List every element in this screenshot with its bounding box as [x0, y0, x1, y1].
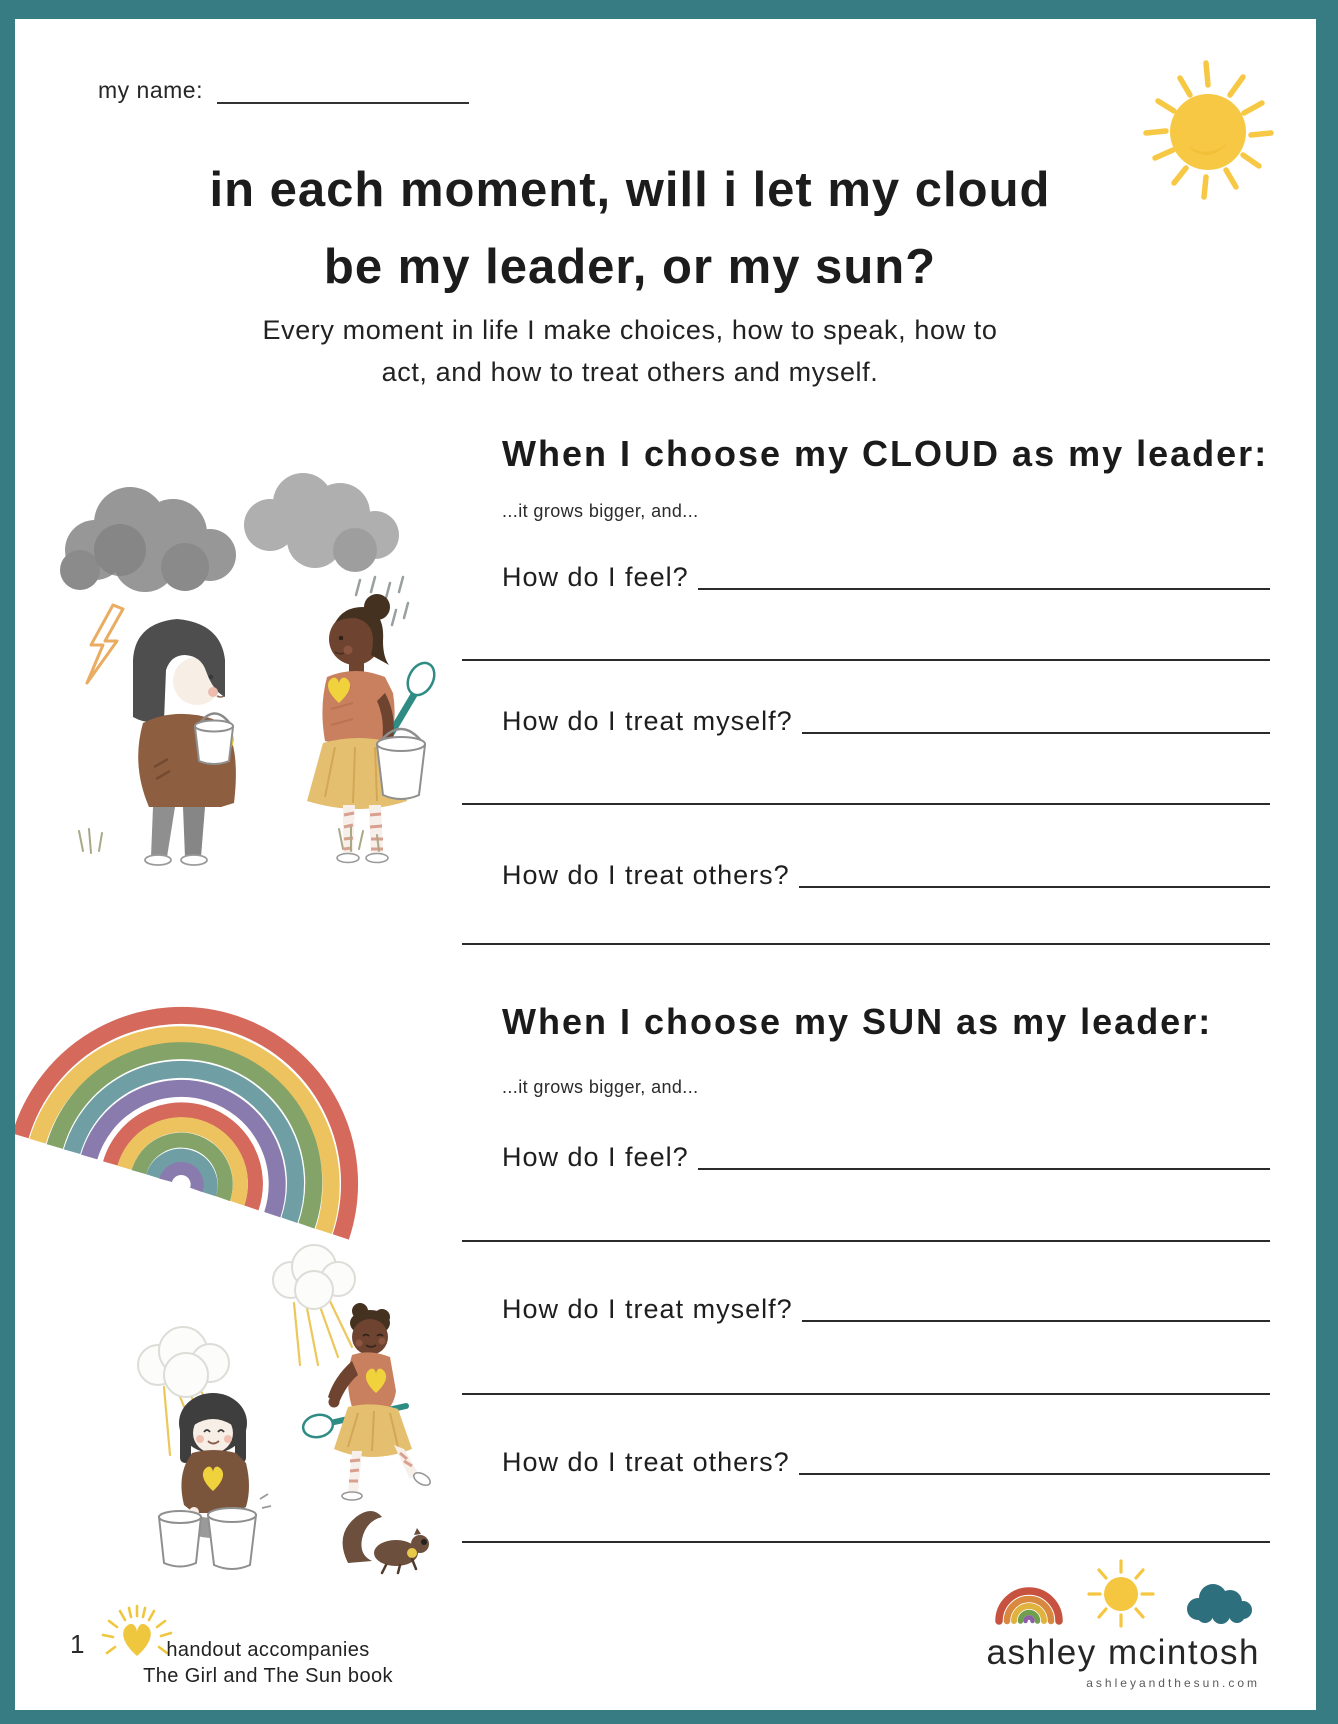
page-title-line1: in each moment, will i let my cloud	[209, 163, 1051, 217]
sun-question-row	[502, 1131, 1270, 1173]
answer-line	[462, 1393, 1270, 1395]
grass	[79, 827, 379, 853]
page-title-line2: be my leader, or my sun?	[323, 240, 937, 294]
sun-section-heading: When I choose my SUN as my leader:	[502, 1001, 1213, 1042]
write-line	[698, 588, 1270, 590]
cloud-section-note: ...it grows bigger, and...	[502, 501, 699, 521]
question-label: How do I treat others?	[502, 860, 790, 890]
name-write-line	[217, 76, 469, 104]
credit-line1: handout accompanies	[166, 1639, 370, 1661]
rainbow	[20, 1015, 349, 1236]
write-line	[799, 886, 1270, 888]
rainbow-icon	[995, 1575, 1063, 1625]
white-cloud	[273, 1245, 355, 1309]
name-label: my name:	[98, 77, 203, 103]
sun-question-row	[502, 1436, 1270, 1478]
write-line	[799, 1473, 1270, 1475]
subtitle-line2: act, and how to treat others and myself.	[381, 357, 879, 387]
sun-icon	[1083, 1555, 1159, 1631]
answer-line	[462, 1240, 1270, 1242]
cloud-question-row	[502, 849, 1270, 891]
answer-line	[462, 659, 1270, 661]
write-line	[698, 1168, 1270, 1170]
girl-with-shovel	[307, 594, 440, 863]
write-line	[802, 732, 1270, 734]
credit-line2: The Girl and The Sun book	[143, 1665, 393, 1687]
bucket-outline	[377, 729, 425, 799]
cloud-question-row	[502, 551, 1270, 593]
name-row	[98, 76, 469, 104]
subtitle-line1: Every moment in life I make choices, how to speak, how to	[262, 315, 998, 345]
white-cloud	[138, 1327, 229, 1397]
credit-text	[137, 1637, 399, 1689]
lightning-bolt	[87, 605, 123, 683]
question-label: How do I feel?	[502, 1142, 689, 1172]
write-line	[802, 1320, 1270, 1322]
question-label: How do I feel?	[502, 562, 689, 592]
cloud-question-row	[502, 695, 1270, 737]
girl-with-bucket	[133, 619, 236, 865]
cloud-section-heading: When I choose my CLOUD as my leader:	[502, 433, 1269, 474]
cloud-icon	[1178, 1579, 1258, 1627]
sun-section-note: ...it grows bigger, and...	[502, 1077, 699, 1097]
happy-girl-with-buckets	[159, 1393, 271, 1569]
brand-name: ashley mcintosh	[986, 1633, 1260, 1672]
question-label: How do I treat myself?	[502, 1294, 793, 1324]
squirrel	[343, 1511, 429, 1573]
question-label: How do I treat others?	[502, 1447, 790, 1477]
happy-girl-with-shovel	[301, 1303, 432, 1500]
answer-line	[462, 1541, 1270, 1543]
sun-question-row	[502, 1283, 1270, 1325]
storm-scene-illustration	[25, 455, 457, 869]
question-label: How do I treat myself?	[502, 706, 793, 736]
page-number: 1	[70, 1629, 85, 1659]
answer-line	[462, 803, 1270, 805]
answer-line	[462, 943, 1270, 945]
rainbow-scene-illustration	[8, 985, 452, 1585]
brand-url: ashleyandthesun.com	[1086, 1676, 1260, 1690]
